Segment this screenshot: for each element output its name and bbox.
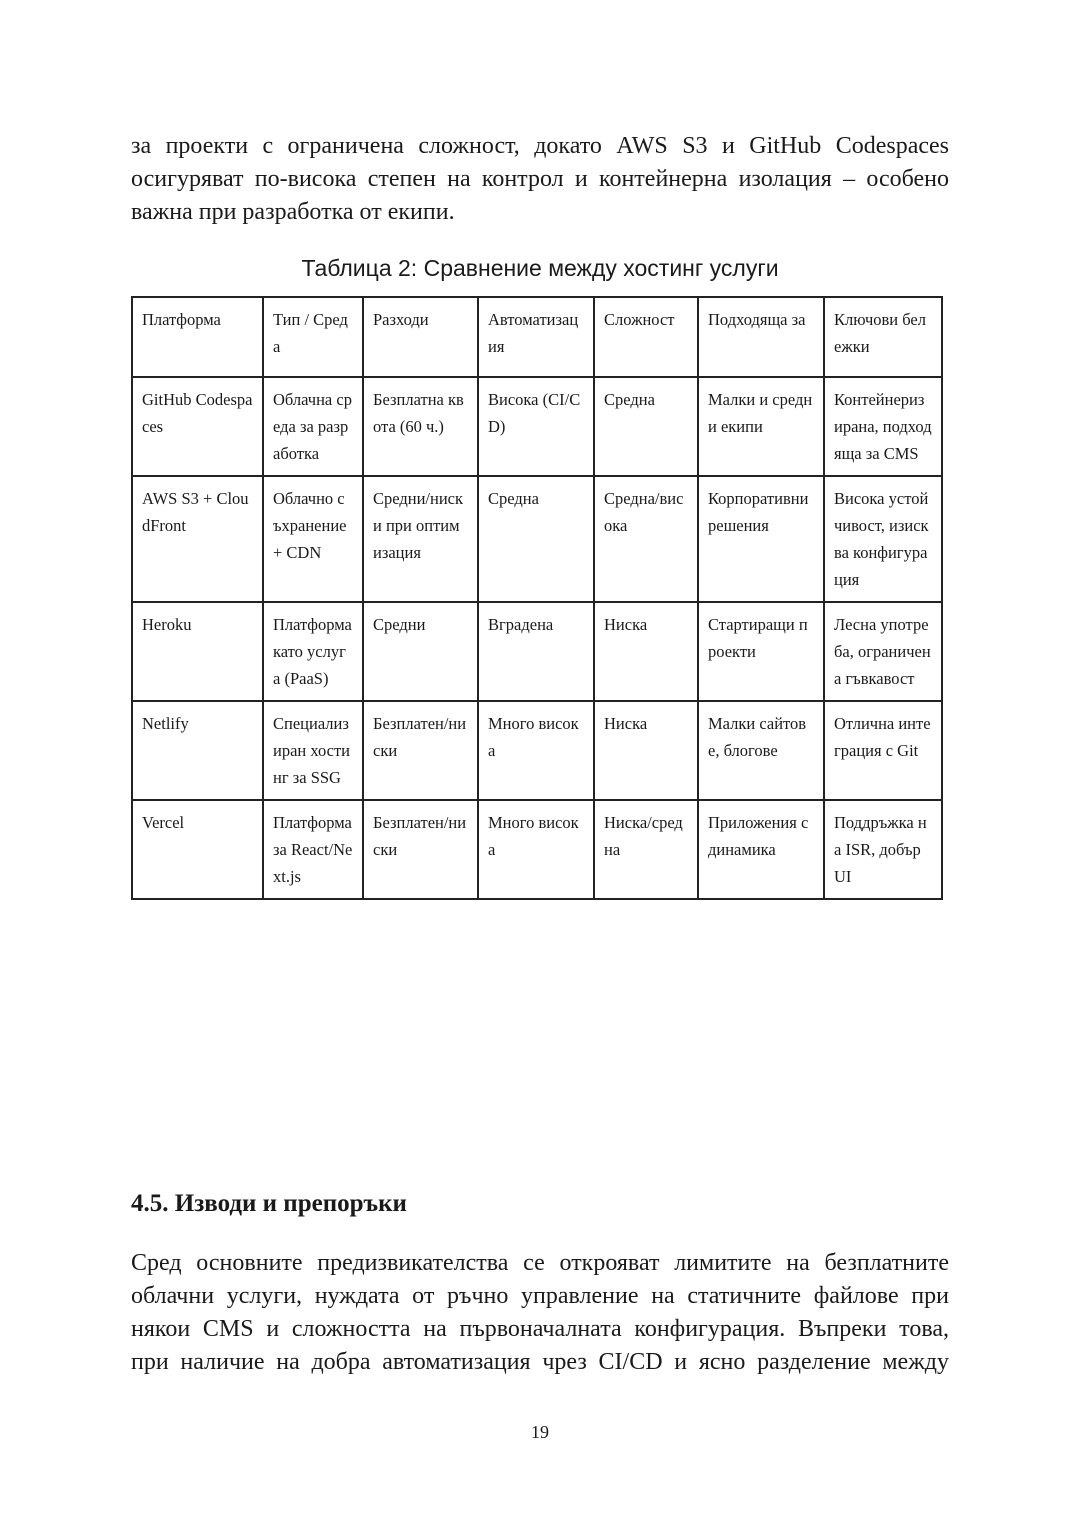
table-cell: Облачна среда за разработка (263, 377, 363, 476)
table-cell: Поддръжка на ISR, добър UI (824, 800, 942, 899)
table-cell: Vercel (132, 800, 263, 899)
table-cell: Netlify (132, 701, 263, 800)
table-cell: Малки и средни екипи (698, 377, 824, 476)
header-cell-suitable-for: Подходяща за (698, 297, 824, 377)
table-cell: Безплатна квота (60 ч.) (363, 377, 478, 476)
table-cell: Heroku (132, 602, 263, 701)
table-cell: Платформа като услуга (PaaS) (263, 602, 363, 701)
table-cell: Висока устойчивост, изисква конфигурация (824, 476, 942, 602)
table-cell: Ниска (594, 602, 698, 701)
table-cell: Стартиращи проекти (698, 602, 824, 701)
conclusion-paragraph (131, 1247, 949, 1379)
table-cell: Много висока (478, 800, 594, 899)
table-cell: Висока (CI/CD) (478, 377, 594, 476)
header-cell-complexity: Сложност (594, 297, 698, 377)
intro-paragraph (131, 130, 949, 229)
table-cell: Ниска/средна (594, 800, 698, 899)
table-row (132, 800, 942, 899)
table-row (132, 701, 942, 800)
conclusion-line: при наличие на добра автоматизация чрез CI/CD и ясно разделение между (131, 1349, 949, 1375)
table-cell: Средна (594, 377, 698, 476)
intro-line: осигуряват по-висока степен на контрол и контейнерна изолация – особено (131, 166, 949, 192)
table-caption: Таблица 2: Сравнение между хостинг услуги (301, 255, 779, 281)
table-cell: Средна/висока (594, 476, 698, 602)
table-cell: Приложения с динамика (698, 800, 824, 899)
table-cell: Малки сайтове, блогове (698, 701, 824, 800)
table-row (132, 476, 942, 602)
table-cell: Средни (363, 602, 478, 701)
table-cell: Ниска (594, 701, 698, 800)
table-cell: Безплатен/ниски (363, 701, 478, 800)
table-cell: Средни/ниски при оптимизация (363, 476, 478, 602)
table-cell: Средна (478, 476, 594, 602)
header-cell-platform: Платформа (132, 297, 263, 377)
table-cell: Вградена (478, 602, 594, 701)
conclusion-line: облачни услуги, нуждата от ръчно управление на статичните файлове при (131, 1283, 949, 1309)
header-cell-type: Тип / Среда (263, 297, 363, 377)
table-cell: AWS S3 + CloudFront (132, 476, 263, 602)
table-cell: Платформа за React/Next.js (263, 800, 363, 899)
conclusion-line: някои CMS и сложността на първоначалната конфигурация. Въпреки това, (131, 1316, 949, 1342)
table-cell: Много висока (478, 701, 594, 800)
table-cell: GitHub Codespaces (132, 377, 263, 476)
table-row (132, 377, 942, 476)
section-heading: 4.5. Изводи и препоръки (131, 1190, 407, 1217)
header-cell-automation: Автоматизация (478, 297, 594, 377)
table-row (132, 602, 942, 701)
intro-line: за проекти с ограничена сложност, докато AWS S3 и GitHub Codespaces (131, 133, 949, 159)
header-cell-costs: Разходи (363, 297, 478, 377)
table-cell: Облачно съхранение + CDN (263, 476, 363, 602)
table-cell: Специализиран хостинг за SSG (263, 701, 363, 800)
intro-line: важна при разработка от екипи. (131, 199, 455, 225)
table-cell: Безплатен/ниски (363, 800, 478, 899)
table-cell: Корпоративни решения (698, 476, 824, 602)
comparison-table (131, 296, 943, 900)
table-cell: Контейнеризирана, подходяща за CMS (824, 377, 942, 476)
table-cell: Отлична интеграция с Git (824, 701, 942, 800)
table-header-row (132, 297, 942, 377)
header-cell-key-notes: Ключови бележки (824, 297, 942, 377)
conclusion-line: Сред основните предизвикателства се открояват лимитите на безплатните (131, 1250, 949, 1276)
table-cell: Лесна употреба, ограничена гъвкавост (824, 602, 942, 701)
page-number: 19 (531, 1422, 549, 1442)
